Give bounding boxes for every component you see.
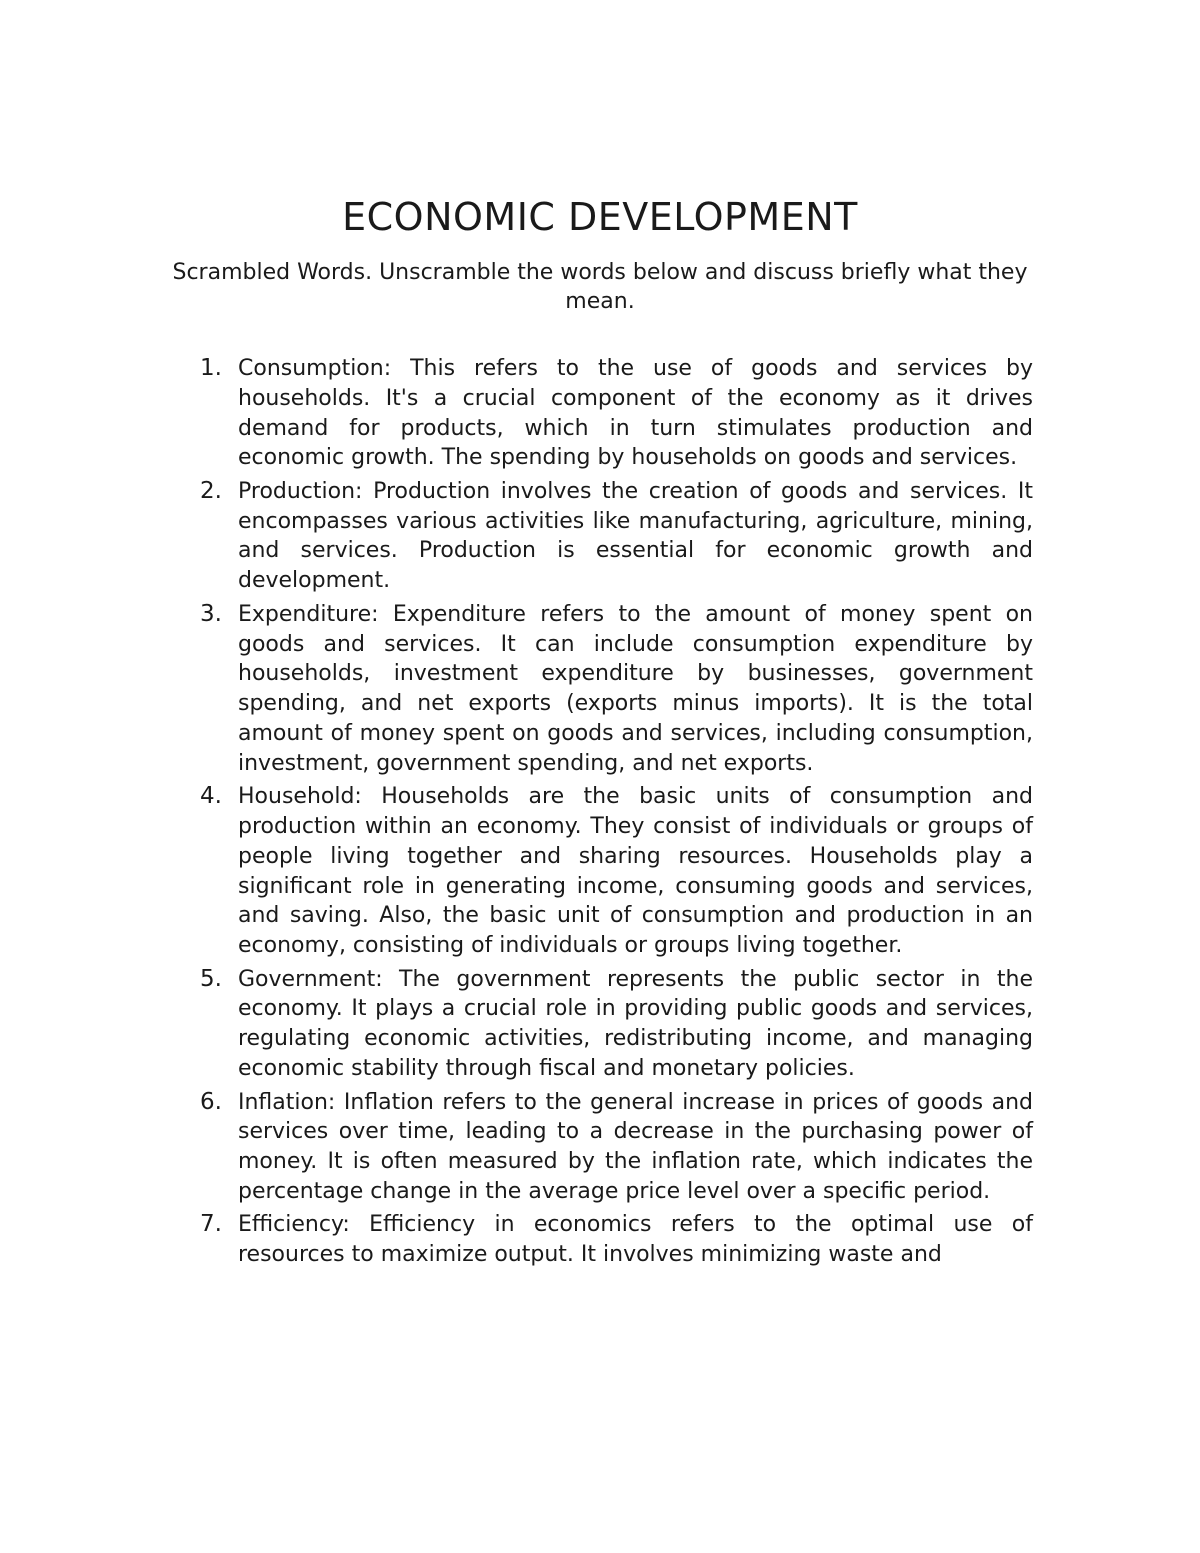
item-number: 6. — [200, 1088, 222, 1115]
list-item — [200, 1088, 1033, 1207]
instructions-text: Scrambled Words. Unscramble the words below and discuss briefly what they mean. — [172, 260, 1028, 314]
item-number: 7. — [200, 1211, 222, 1238]
list-item — [200, 477, 1033, 596]
item-text: Consumption: This refers to the use of goods and services by households. It's a crucial component of the economy as it drives demand for products, which in turn stimulates production and economic growth. The spending by households on goods and services. — [238, 356, 1033, 471]
document-title: ECONOMIC DEVELOPMENT — [342, 195, 858, 239]
list-item — [200, 965, 1033, 1084]
item-text: Expenditure: Expenditure refers to the amount of money spent on goods and services. It can include consumption expenditure by households, investment expenditure by businesses, government spending, and net exports (exports minus imports). It is the total amount of money spent on goods and services, including consumption, investment, government spending, and net exports. — [238, 601, 1033, 776]
list-item — [200, 782, 1033, 961]
item-number: 2. — [200, 477, 222, 504]
item-text: Household: Households are the basic units of consumption and production within an economy. They consist of individuals or groups of people living together and sharing resources. Households play a significant role in generating income, consuming goods and services, and saving. Also, the basic unit of consumption and production in an economy, consisting of individuals or groups living together. — [238, 784, 1033, 959]
item-number: 3. — [200, 600, 222, 627]
item-number: 4. — [200, 783, 222, 810]
item-number: 1. — [200, 355, 222, 381]
list-item — [200, 354, 1033, 473]
item-text: Efficiency: Efficiency in economics refers to the optimal use of resources to maximize output. It involves minimizing waste and — [238, 1212, 1033, 1268]
list-item — [200, 600, 1033, 779]
item-text: Government: The government represents the public sector in the economy. It plays a crucial role in providing public goods and services, regulating economic activities, redistributing income, and managing economic stability through fiscal and monetary policies. — [238, 966, 1033, 1082]
item-text: Production: Production involves the creation of goods and services. It encompasses various activities like manufacturing, agriculture, mining, and services. Production is essential for economic growth and development. — [238, 478, 1033, 594]
list-item — [200, 1210, 1033, 1270]
item-number: 5. — [200, 965, 222, 992]
item-text: Inflation: Inflation refers to the general increase in prices of goods and services over time, leading to a decrease in the purchasing power of money. It is often measured by the inflation rate, which indicates the percentage change in the average price level over a specific period. — [238, 1089, 1033, 1204]
term-list — [200, 354, 1033, 1274]
